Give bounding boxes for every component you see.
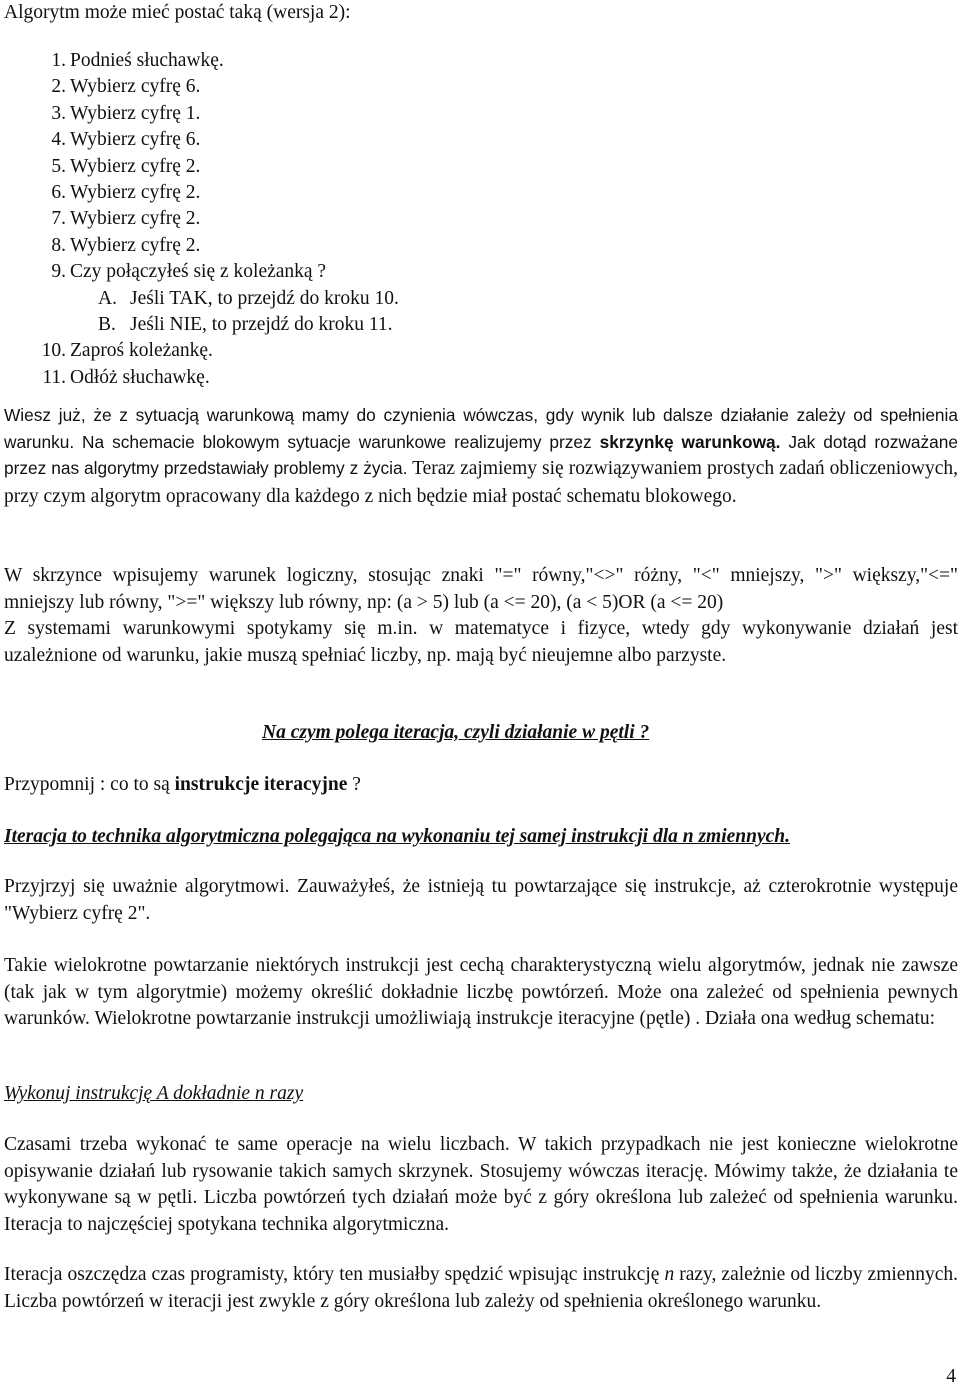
substep-item: [4, 312, 954, 338]
step-item: [4, 101, 954, 127]
step-text: Wybierz cyfrę 2.: [70, 155, 201, 177]
paragraph-condition-syntax: [4, 563, 958, 669]
step-number: 4.: [51, 129, 66, 151]
step-text: Czy połączyłeś się z koleżanką ?: [70, 261, 327, 283]
algorithm-steps: [4, 48, 954, 391]
step-item: [4, 154, 954, 180]
step-text: Podnieś słuchawkę.: [70, 50, 224, 71]
step-item: [4, 74, 954, 100]
step-text: Wybierz cyfrę 2.: [70, 181, 201, 203]
substep-letter: A.: [98, 287, 117, 309]
remind-text: Przypomnij : co to są: [4, 774, 175, 795]
step-number: 6.: [51, 181, 66, 203]
step-text: Wybierz cyfrę 6.: [70, 129, 201, 151]
step-text: Wybierz cyfrę 2.: [70, 208, 201, 230]
remind-text: ?: [347, 774, 361, 795]
substep-text: Jeśli TAK, to przejdź do kroku 10.: [130, 287, 399, 309]
paragraph-text: Teraz zajmiemy się rozwiązywaniem prostych zadań obliczeniowych, przy czym algorytm opracowany dla każdego z nich będzie miał postać schematu blokowego.: [4, 458, 958, 507]
bold-term: instrukcje iteracyjne: [174, 774, 348, 795]
step-number: 11.: [42, 366, 66, 388]
paragraph-repetition: Takie wielokrotne powtarzanie niektórych instrukcji jest cechą charakterystyczną wielu algorytmów, jednak nie zawsze (tak jak w tym algorytmie) możemy określić dokładnie liczbę powtórzeń. Może ona zależeć od spełnienia pewnych warunków. Wielokrotne powtarzanie instrukcji umożliwiają instrukcje iteracyjne (pętle) . Działa ona według schematu:: [4, 955, 958, 1029]
section-question: Na czym polega iteracja, czyli działanie w pętli ?: [262, 722, 650, 743]
paragraph-text: Iteracja oszczędza czas programisty, który ten musiałby spędzić wpisując instrukcję: [4, 1264, 665, 1285]
substep-item: [4, 286, 954, 312]
paragraph-text: Jak dotąd rozważane przez nas algorytmy przedstawiały problemy z życia.: [4, 431, 958, 478]
step-item: [4, 233, 954, 259]
step-item: [4, 365, 954, 391]
step-number: 1.: [51, 50, 66, 71]
step-number: 9.: [51, 261, 66, 283]
step-number: 2.: [51, 76, 66, 98]
remind-line: [4, 772, 361, 799]
step-text: Zaproś koleżankę.: [70, 340, 213, 362]
step-item: [4, 127, 954, 153]
paragraph-loop: Czasami trzeba wykonać te same operacje na wielu liczbach. W takich przypadkach nie jest konieczne wielokrotne opisywanie działań lub rysowanie takich samych skrzynek. Stosujemy wówczas iterację. Mówimy także, że działania te wykonywane są w pętli. Liczba powtórzeń tych działań może być z góry określona lub zależeć od spełnienia warunku. Iteracja to najczęściej spotykana technika algorytmiczna.: [4, 1134, 958, 1235]
substep-letter: B.: [98, 313, 116, 335]
paragraph-text: razy, zależnie od liczby zmiennych. Liczba powtórzeń w iteracji jest zwykle z góry określona lub zależy od spełnienia określonego warunku.: [4, 1264, 958, 1312]
step-number: 5.: [51, 155, 66, 177]
step-text: Wybierz cyfrę 2.: [70, 234, 201, 256]
step-item: [4, 180, 954, 206]
paragraph-observe: Przyjrzyj się uważnie algorytmowi. Zauważyłeś, że istnieją tu powtarzające się instrukcje, aż czterokrotnie występuje "Wybierz cyfrę 2".: [4, 876, 958, 924]
step-text: Odłóż słuchawkę.: [70, 366, 210, 388]
italic-variable: n: [664, 1264, 675, 1285]
paragraph-text: Z systemami warunkowymi spotykamy się m.in. w matematyce i fizyce, wtedy gdy wykonywanie działań jest uzależnione od warunku, jakie muszą spełniać liczby, np. mają być nieujemne albo parzyste.: [4, 618, 958, 666]
step-number: 7.: [51, 208, 66, 230]
substep-text: Jeśli NIE, to przejdź do kroku 11.: [130, 313, 393, 335]
paragraph-time-saving: [4, 1262, 958, 1315]
paragraph-text: Wiesz już, że z sytuacją warunkową mamy do czynienia wówczas, gdy wynik lub dalsze działanie zależy od spełnienia warunku. Na schemacie blokowym sytuacje warunkowe realizujemy przez: [4, 405, 958, 452]
step-number: 3.: [51, 102, 66, 124]
step-item: [4, 338, 954, 364]
paragraph-text: W skrzynce wpisujemy warunek logiczny, stosując znaki "=" równy,"<>" różny, "<" mniejszy, ">" większy,"<=" mniejszy lub równy, ">=" większy lub równy, np: (a > 5) lub (a <= 20), (a < 5)OR (a <= 20): [4, 565, 958, 613]
step-item: [4, 206, 954, 232]
step-number: 8.: [51, 234, 66, 256]
intro-line: Algorytm może mieć postać taką (wersja 2):: [4, 2, 351, 23]
iteration-definition: Iteracja to technika algorytmiczna polegająca na wykonaniu tej samej instrukcji dla n zmiennych.: [4, 826, 791, 847]
step-text: Wybierz cyfrę 1.: [70, 102, 201, 124]
bold-term: skrzynkę warunkową.: [599, 431, 781, 452]
page-number: 4: [946, 1366, 956, 1387]
step-text: Wybierz cyfrę 6.: [70, 76, 201, 98]
step-item: [4, 259, 954, 285]
loop-schema: Wykonuj instrukcję A dokładnie n razy: [4, 1083, 304, 1104]
paragraph-conditional: [4, 402, 958, 510]
step-item: [4, 48, 954, 74]
step-number: 10.: [41, 340, 66, 362]
